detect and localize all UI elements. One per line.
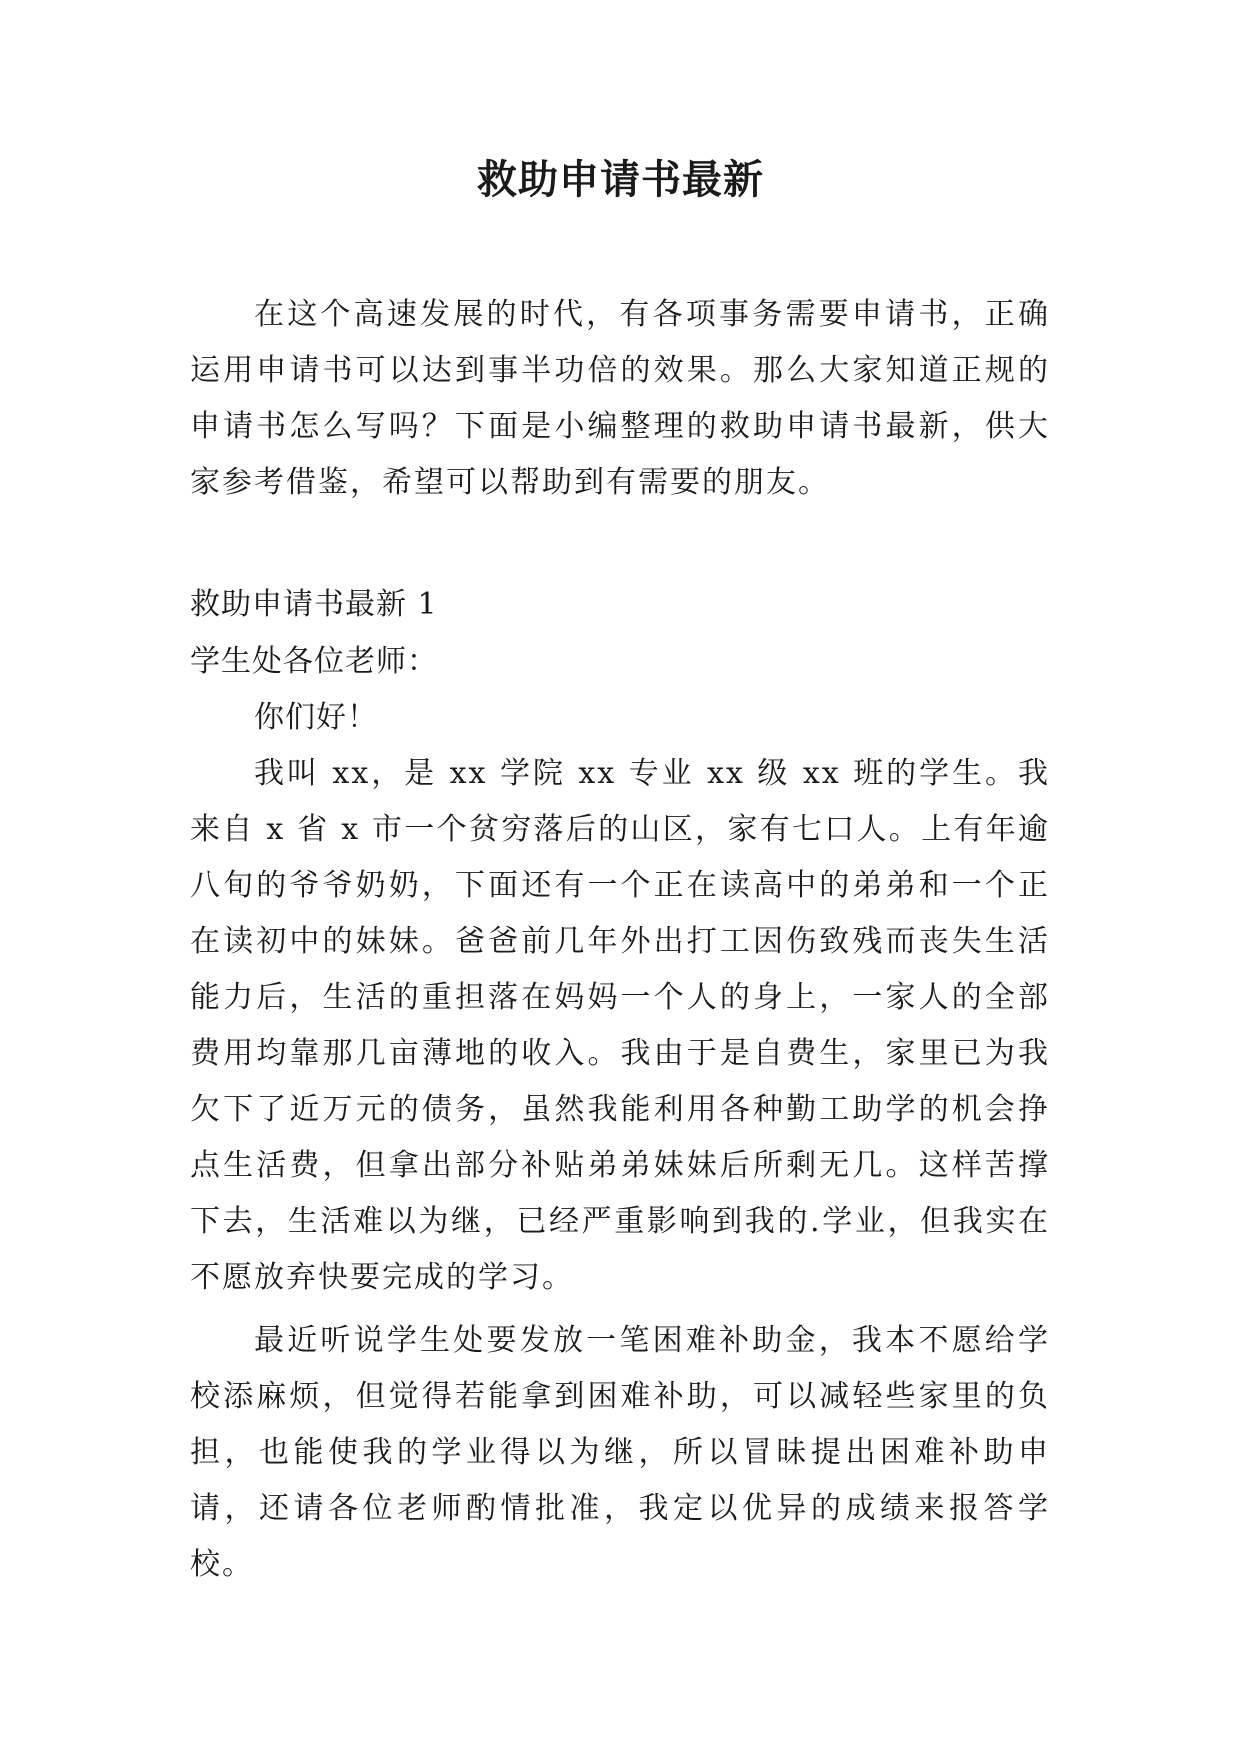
greeting: 你们好！ [254, 700, 378, 735]
document-title: 救助申请书最新 [477, 156, 764, 203]
intro-paragraph: 在这个高速发展的时代，有各项事务需要申请书，正确运用申请书可以达到事半功倍的效果。那么大家知道正规的申请书怎么写吗？下面是小编整理的救助申请书最新，供大家参考借鉴，希望可以帮助到有需要的朋友。 [190, 297, 1050, 500]
body-paragraph: 最近听说学生处要发放一笔困难补助金，我本不愿给学校添麻烦，但觉得若能拿到困难补助，可以减轻些家里的负担，也能使我的学业得以为继，所以冒昧提出困难补助申请，还请各位老师酌情批准，我定以优异的成绩来报答学校。 [190, 1323, 1050, 1582]
body-paragraph: 我叫 xx，是 xx 学院 xx 专业 xx 级 xx 班的学生。我来自 x 省 x 市一个贫穷落后的山区，家有七口人。上有年逾八旬的爷爷奶奶，下面还有一个正在读高中的弟弟和一个正在读初中的妹妹。爸爸前几年外出打工因伤致残而丧失生活能力后，生活的重担落在妈妈一个人的身上，一家人的全部费用均靠那几亩薄地的收入。我由于是自费生，家里已为我欠下了近万元的债务，虽然我能利用各种勤工助学的机会挣点生活费，但拿出部分补贴弟弟妹妹后所剩无几。这样苦撑下去，生活难以为继，已经严重影响到我的.学业，但我实在不愿放弃快要完成的学习。 [190, 756, 1050, 1295]
salutation: 学生处各位老师： [190, 644, 438, 679]
section-title: 救助申请书最新 1 [190, 587, 438, 622]
